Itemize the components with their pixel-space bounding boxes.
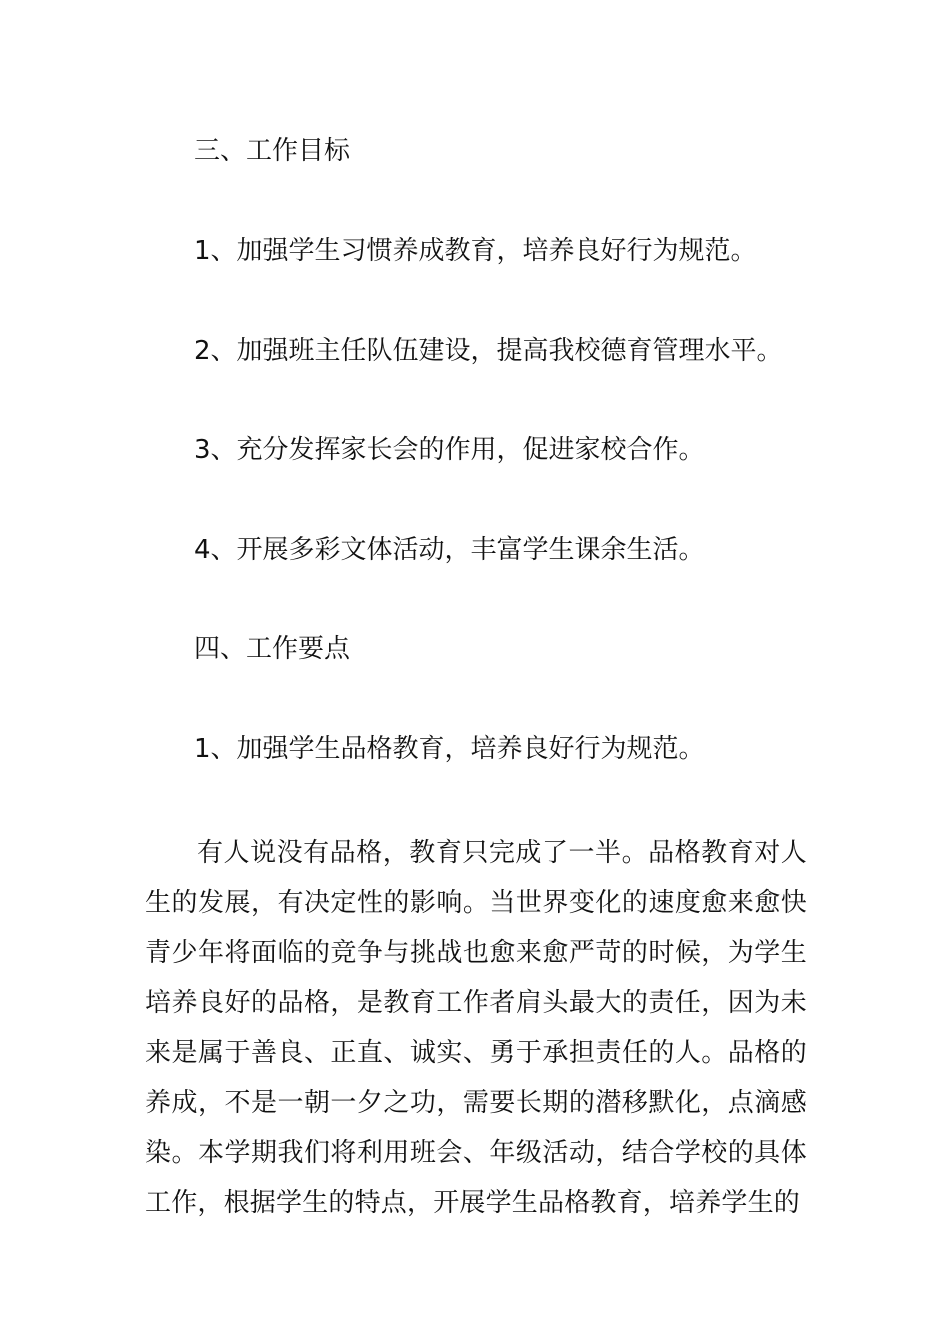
key-point-item-1: 1、加强学生品格教育，培养良好行为规范。 (194, 734, 705, 764)
section-heading-goals: 三、工作目标 (194, 136, 351, 166)
goal-item-3: 3、充分发挥家长会的作用，促进家校合作。 (194, 435, 705, 465)
goal-item-1: 1、加强学生习惯养成教育，培养良好行为规范。 (194, 236, 757, 266)
body-paragraph: 有人说没有品格，教育只完成了一半。品格教育对人生的发展，有决定性的影响。当世界变化的速度愈来愈快青少年将面临的竞争与挑战也愈来愈严苛的时候，为学生培养良好的品格，是教育工作者肩头最大的责任，因为未来是属于善良、正直、诚实、勇于承担责任的人。品格的养成，不是一朝一夕之功，需要长期的潜移默化，点滴感染。本学期我们将利用班会、年级活动，结合学校的具体工作，根据学生的特点，开展学生品格教育，培养学生的 (145, 838, 807, 1218)
goal-item-2: 2、加强班主任队伍建设，提高我校德育管理水平。 (194, 336, 783, 366)
goal-item-4: 4、开展多彩文体活动，丰富学生课余生活。 (194, 535, 705, 565)
section-heading-key-points: 四、工作要点 (194, 634, 351, 664)
